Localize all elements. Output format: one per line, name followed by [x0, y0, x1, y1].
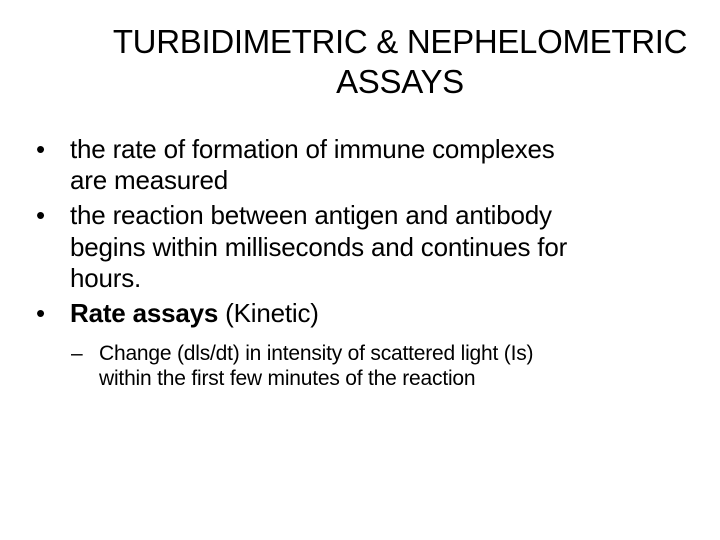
- bullet-item-3: [34, 298, 684, 329]
- bullet-3-bold-text: Rate assays: [70, 297, 219, 328]
- bullet-2-line-2: begins within milliseconds and continues for: [70, 231, 568, 262]
- bullet-list: [34, 134, 684, 392]
- bullet-1-line-1: the rate of formation of immune complexes: [70, 134, 555, 164]
- bullet-2-line-3: hours.: [70, 262, 142, 293]
- bullet-3-rest-text: (Kinetic): [218, 297, 319, 328]
- bullet-marker: •: [36, 200, 45, 231]
- bullet-item-2: [34, 200, 684, 294]
- title-line-2: ASSAYS: [336, 62, 464, 100]
- sub-bullet-marker: –: [71, 342, 83, 366]
- bullet-marker: •: [36, 134, 45, 164]
- sub-bullet-line-1: Change (dls/dt) in intensity of scattered light (Is): [99, 342, 534, 366]
- bullet-1-line-2: are measured: [70, 165, 229, 196]
- bullet-marker: •: [36, 297, 45, 328]
- title-line-1: TURBIDIMETRIC & NEPHELOMETRIC: [112, 23, 688, 60]
- slide-title: [40, 22, 720, 101]
- bullet-2-line-1: the reaction between antigen and antibody: [70, 200, 552, 231]
- sub-bullet-item: [34, 341, 684, 391]
- sub-bullet-line-2: within the first few minutes of the reaction: [99, 367, 476, 391]
- bullet-item-1: [34, 134, 684, 196]
